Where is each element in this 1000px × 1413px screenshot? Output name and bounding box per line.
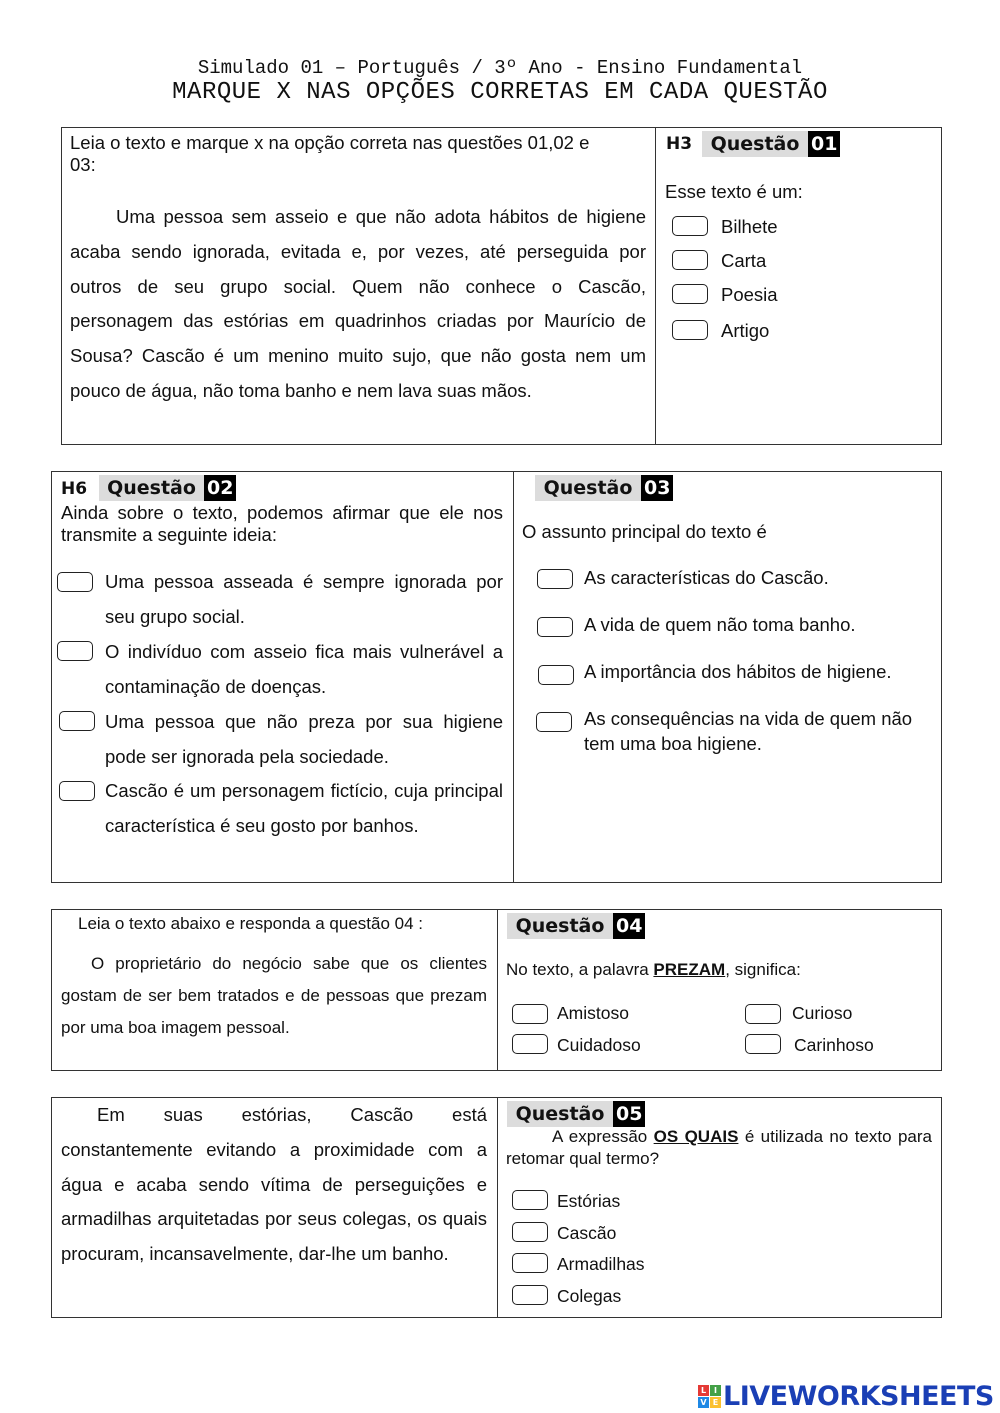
answer-checkbox[interactable] xyxy=(512,1034,548,1054)
question-label: Questão xyxy=(99,475,204,501)
instruction: Leia o texto e marque x na opção correta nas questões 01,02 e xyxy=(70,132,590,153)
option-text xyxy=(105,565,503,635)
option-label: Cascão xyxy=(557,1223,617,1243)
answer-checkbox[interactable] xyxy=(57,641,93,661)
block-q2-q3 xyxy=(51,471,942,883)
answer-checkbox[interactable] xyxy=(59,711,95,731)
answer-checkbox[interactable] xyxy=(672,250,708,270)
prompt-text: é utilizada no texto para retomar qual termo? xyxy=(506,1127,933,1168)
question-header xyxy=(702,131,840,157)
question-label: Questão xyxy=(507,913,613,939)
instruction: Leia o texto abaixo e responda a questão 04 : xyxy=(78,914,423,933)
keyword: OS QUAIS xyxy=(653,1127,739,1146)
answer-checkbox[interactable] xyxy=(512,1004,548,1024)
question-number: 02 xyxy=(204,475,236,501)
question-label: Questão xyxy=(702,131,808,157)
option-label: Bilhete xyxy=(721,216,778,237)
option-label: Amistoso xyxy=(557,1003,629,1023)
skill-code: H6 xyxy=(61,479,88,499)
liveworksheets-logo[interactable] xyxy=(698,1380,994,1412)
question-number: 01 xyxy=(808,131,840,157)
logo-letter: I xyxy=(710,1385,721,1396)
block-q5 xyxy=(51,1097,942,1318)
question-header xyxy=(507,1101,645,1127)
divider xyxy=(655,128,656,444)
answer-checkbox[interactable] xyxy=(512,1190,548,1210)
answer-checkbox[interactable] xyxy=(57,572,93,592)
answer-checkbox[interactable] xyxy=(537,569,573,589)
question-prompt: O assunto principal do texto é xyxy=(522,521,767,542)
keyword: PREZAM xyxy=(653,960,726,979)
logo-letter: E xyxy=(710,1397,721,1408)
skill-code: H3 xyxy=(666,134,693,154)
answer-checkbox[interactable] xyxy=(745,1034,781,1054)
reading-passage: O proprietário do negócio sabe que os clientes gostam de ser bem tratados e de pessoas que prezam por uma boa imagem pessoal. xyxy=(61,954,487,1037)
answer-checkbox[interactable] xyxy=(537,617,573,637)
logo-letter: V xyxy=(698,1397,709,1408)
answer-checkbox[interactable] xyxy=(512,1253,548,1273)
option-text xyxy=(105,774,503,844)
question-prompt: Ainda sobre o texto, podemos afirmar que ele nos transmite a seguinte ideia: xyxy=(61,502,503,545)
question-header xyxy=(99,475,236,501)
answer-checkbox[interactable] xyxy=(59,781,95,801)
question-prompt: Esse texto é um: xyxy=(665,181,803,202)
divider xyxy=(513,472,514,882)
answer-checkbox[interactable] xyxy=(538,665,574,685)
reading-passage: Em suas estórias, Cascão está constantemente evitando a proximidade com a água e acaba sendo vítima de perseguições e armadilhas arquitetadas por seus colegas, os quais procuram, incansavelmente, dar-lhe um banho. xyxy=(61,1104,487,1265)
logo-letter: L xyxy=(698,1385,709,1396)
option-label: Poesia xyxy=(721,284,778,305)
answer-checkbox[interactable] xyxy=(745,1004,781,1024)
option-label: A importância dos hábitos de higiene. xyxy=(584,661,892,682)
prompt-text: , significa: xyxy=(725,960,801,979)
block-q4 xyxy=(51,909,942,1071)
logo-mark-icon xyxy=(698,1385,720,1407)
option-label: Armadilhas xyxy=(557,1254,645,1274)
option-label: Cascão é um personagem fictício, cuja principal característica é seu gosto por banhos. xyxy=(105,780,503,836)
option-label: Carinhoso xyxy=(794,1035,874,1055)
divider xyxy=(497,1098,498,1317)
option-label: Carta xyxy=(721,250,767,271)
answer-checkbox[interactable] xyxy=(536,712,572,732)
answer-checkbox[interactable] xyxy=(672,284,708,304)
option-text xyxy=(105,705,503,775)
prompt-text: No texto, a palavra xyxy=(506,960,654,979)
option-label: Artigo xyxy=(721,320,770,341)
option-label: As características do Cascão. xyxy=(584,567,829,588)
option-label: Uma pessoa asseada é sempre ignorada por seu grupo social. xyxy=(105,571,503,627)
reading-passage: Uma pessoa sem asseio e que não adota hábitos de higiene acaba sendo ignorada, evitada e, por vezes, até perseguida por outros de seu grupo social. Quem não conhece o Cascão, personagem das estórias em quadrinhos criadas por Maurício de Sousa? Cascão é um menino muito sujo, que não gosta nem um pouco de água, não toma banho e nem lava suas mãos. xyxy=(70,206,646,401)
worksheet-subtitle: Simulado 01 – Português / 3º Ano - Ensino Fundamental xyxy=(197,57,803,79)
question-label: Questão xyxy=(507,1101,613,1127)
divider xyxy=(497,910,498,1070)
answer-checkbox[interactable] xyxy=(512,1285,548,1305)
answer-checkbox[interactable] xyxy=(672,216,708,236)
question-prompt xyxy=(506,958,801,982)
instruction-continued: 03: xyxy=(70,154,96,175)
option-text xyxy=(105,635,503,705)
answer-checkbox[interactable] xyxy=(512,1222,548,1242)
question-header xyxy=(535,475,673,501)
question-number: 04 xyxy=(613,913,645,939)
question-number: 05 xyxy=(613,1101,645,1127)
question-number: 03 xyxy=(641,475,673,501)
option-label: Curioso xyxy=(792,1003,853,1023)
option-label: Uma pessoa que não preza por sua higiene pode ser ignorada pela sociedade. xyxy=(105,711,503,767)
option-label: Estórias xyxy=(557,1191,621,1211)
option-label: As consequências na vida de quem não tem uma boa higiene. xyxy=(584,708,913,754)
option-label: O indivíduo com asseio fica mais vulnerável a contaminação de doenças. xyxy=(105,641,503,697)
answer-checkbox[interactable] xyxy=(672,320,708,340)
option-label: Cuidadoso xyxy=(557,1035,641,1055)
block-q1 xyxy=(61,127,942,445)
question-header xyxy=(507,913,645,939)
logo-text: LIVEWORKSHEETS xyxy=(723,1380,994,1412)
option-label: Colegas xyxy=(557,1286,622,1306)
option-label: A vida de quem não toma banho. xyxy=(584,614,856,635)
worksheet-title: MARQUE X NAS OPÇÕES CORRETAS EM CADA QUESTÃO xyxy=(172,79,828,106)
prompt-text: A expressão xyxy=(552,1127,654,1146)
question-prompt xyxy=(506,1126,932,1170)
question-label: Questão xyxy=(535,475,641,501)
